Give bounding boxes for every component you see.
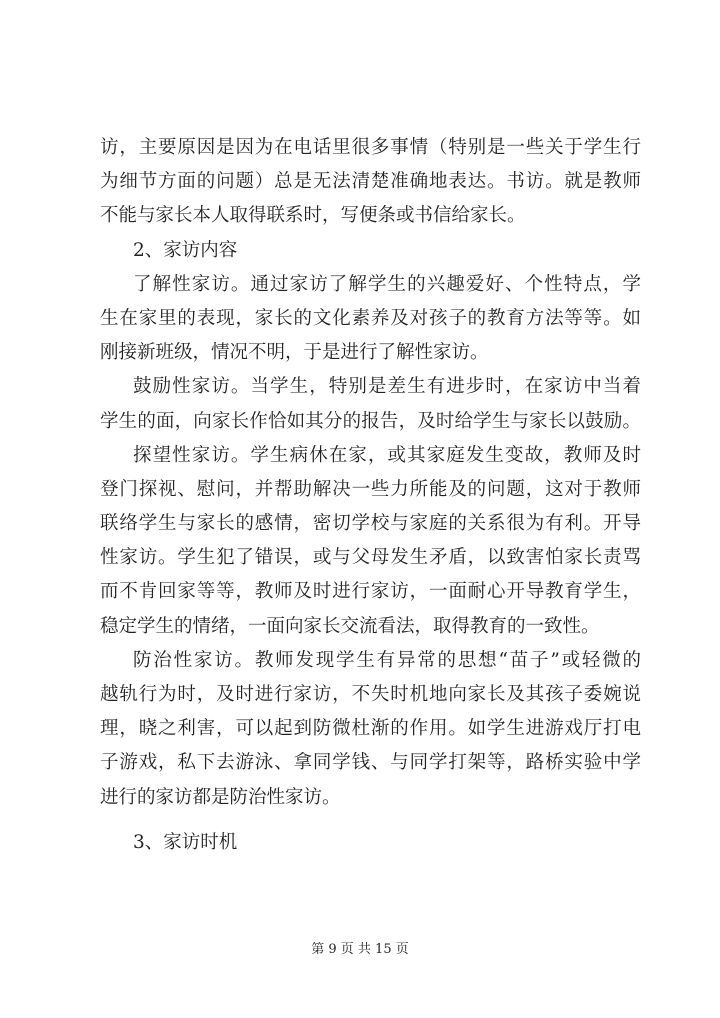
text-line: 子游戏，私下去游泳、拿同学钱、与同学打架等，路桥实验中学: [100, 752, 641, 774]
text-line: 不能与家长本人取得联系时，写便条或书信给家长。: [100, 205, 526, 227]
text-line: 刚接新班级，情况不明，于是进行了解性家访。: [100, 342, 489, 364]
text-line: 访，主要原因是因为在电话里很多事情（特别是一些关于学生行: [100, 137, 641, 158]
text-line: 防治性家访。教师发现学生有异常的思想“苗子”或轻微的: [133, 649, 641, 671]
page-footer: 第 9 页 共 15 页: [311, 942, 409, 957]
text-line: 而不肯回家等等，教师及时进行家访，一面耐心开导教育学生，: [100, 581, 641, 603]
text-line: 探望性家访。学生病休在家，或其家庭发生变故，教师及时: [133, 444, 641, 466]
text-line: 为细节方面的问题）总是无法清楚准确地表达。书访。就是教师: [100, 171, 641, 193]
text-line: 理，晓之利害，可以起到防微杜渐的作用。如学生进游戏厅打电: [100, 718, 641, 740]
section-heading: 3、家访时机: [133, 831, 238, 853]
text-line: 联络学生与家长的感情，密切学校与家庭的关系很为有利。开导: [100, 513, 641, 535]
text-line: 越轨行为时，及时进行家访，不失时机地向家长及其孩子委婉说: [100, 684, 641, 705]
text-line: 性家访。学生犯了错误，或与父母发生矛盾，以致害怕家长责骂: [100, 547, 641, 569]
document-body: [100, 131, 641, 860]
section-heading: 2、家访内容: [133, 239, 238, 261]
text-line: 鼓励性家访。当学生，特别是差生有进步时，在家访中当着: [133, 376, 641, 398]
text-line: 登门探视、慰问，并帮助解决一些力所能及的问题，这对于教师: [100, 478, 641, 500]
text-line: 生在家里的表现，家长的文化素养及对孩子的教育方法等等。如: [100, 307, 641, 329]
text-line: 了解性家访。通过家访了解学生的兴趣爱好、个性特点，学: [133, 273, 641, 295]
text-line: 稳定学生的情绪，一面向家长交流看法，取得教育的一致性。: [100, 615, 600, 637]
text-line: 学生的面，向家长作恰如其分的报告，及时给学生与家长以鼓励。: [100, 410, 641, 432]
text-line: 进行的家访都是防治性家访。: [100, 786, 341, 808]
